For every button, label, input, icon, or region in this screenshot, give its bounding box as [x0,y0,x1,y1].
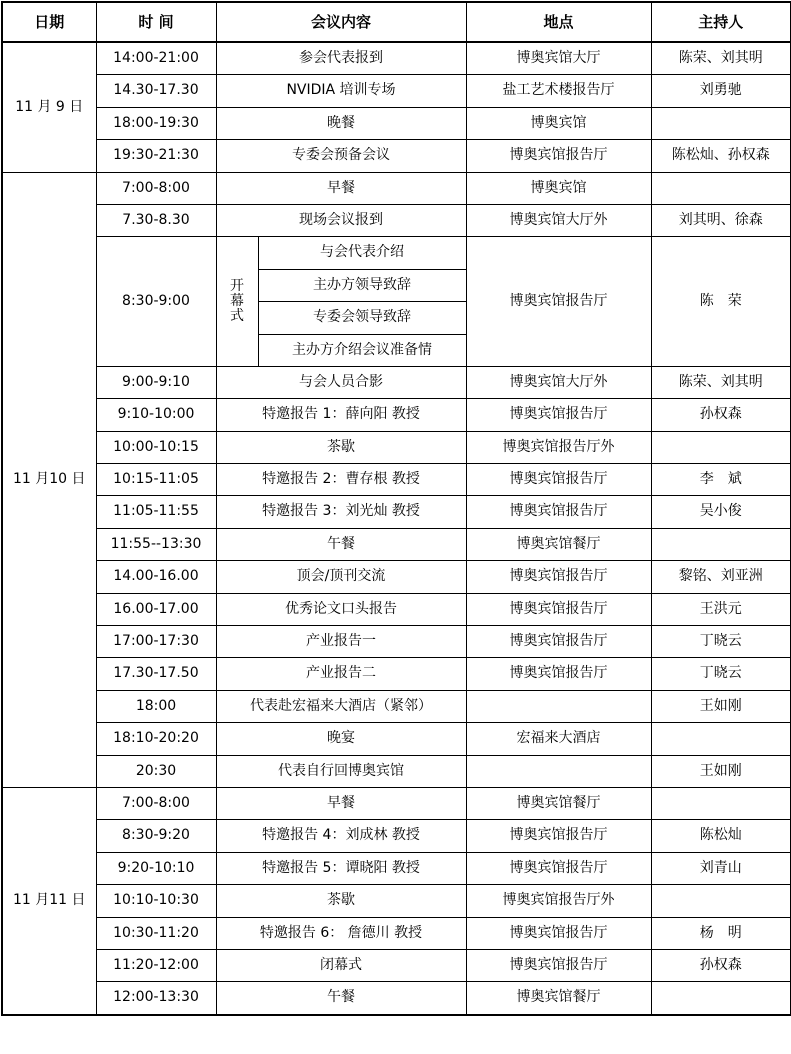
content-cell: 晚宴 [216,723,466,755]
content-cell: 顶会/顶刊交流 [216,561,466,593]
host-cell: 陈荣、刘其明 [651,366,791,398]
opening-item: 与会代表介绍 [258,237,466,269]
time-cell: 10:15-11:05 [96,464,216,496]
content-cell: 午餐 [216,982,466,1015]
content-cell: 专委会预备会议 [216,140,466,172]
time-cell: 19:30-21:30 [96,140,216,172]
host-cell [651,885,791,917]
host-cell: 陈松灿、孙权森 [651,140,791,172]
place-cell: 博奥宾馆报告厅 [466,852,651,884]
content-cell: 与会人员合影 [216,366,466,398]
table-row [2,982,791,1015]
table-row [2,107,791,139]
place-cell [466,755,651,787]
host-cell: 杨 明 [651,917,791,949]
host-cell [651,723,791,755]
opening-item: 主办方领导致辞 [258,269,466,301]
place-cell: 博奥宾馆报告厅 [466,399,651,431]
table-row [2,431,791,463]
header-host: 主持人 [651,2,791,42]
content-cell: 特邀报告 1：薛向阳 教授 [216,399,466,431]
place-cell: 博奥宾馆大厅外 [466,366,651,398]
place-cell: 博奥宾馆报告厅外 [466,885,651,917]
host-cell: 王如刚 [651,690,791,722]
content-cell: 产业报告二 [216,658,466,690]
table-row [2,204,791,236]
opening-ceremony-label: 开 幕 式 [216,237,258,367]
time-cell: 7.30-8.30 [96,204,216,236]
time-cell: 11:20-12:00 [96,949,216,981]
place-cell: 博奥宾馆报告厅 [466,626,651,658]
table-row [2,42,791,75]
table-row [2,723,791,755]
time-cell: 16.00-17.00 [96,593,216,625]
content-cell: 特邀报告 5：谭晓阳 教授 [216,852,466,884]
time-cell: 9:00-9:10 [96,366,216,398]
date-cell-nov9: 11 月 9 日 [2,42,96,172]
time-cell: 18:00-19:30 [96,107,216,139]
content-cell: 特邀报告 6： 詹德川 教授 [216,917,466,949]
time-cell: 8:30-9:20 [96,820,216,852]
table-row [2,496,791,528]
host-cell [651,431,791,463]
time-cell: 10:10-10:30 [96,885,216,917]
host-cell: 刘勇驰 [651,75,791,107]
time-cell: 9:20-10:10 [96,852,216,884]
place-cell [466,690,651,722]
place-cell: 博奥宾馆报告厅 [466,949,651,981]
date-cell-nov11: 11 月11 日 [2,787,96,1014]
host-cell: 陈 荣 [651,237,791,367]
host-cell: 王洪元 [651,593,791,625]
table-row [2,949,791,981]
host-cell: 丁晓云 [651,626,791,658]
place-cell: 盐工艺术楼报告厅 [466,75,651,107]
content-cell: 晚餐 [216,107,466,139]
time-cell: 10:30-11:20 [96,917,216,949]
place-cell: 博奥宾馆报告厅 [466,140,651,172]
table-row [2,626,791,658]
place-cell: 博奥宾馆报告厅 [466,820,651,852]
content-cell: 闭幕式 [216,949,466,981]
time-cell: 12:00-13:30 [96,982,216,1015]
table-row [2,172,791,204]
host-cell [651,107,791,139]
time-cell: 14.30-17.30 [96,75,216,107]
place-cell: 博奥宾馆餐厅 [466,982,651,1015]
table-row [2,237,791,269]
time-cell: 7:00-8:00 [96,172,216,204]
content-cell: 午餐 [216,528,466,560]
place-cell: 博奥宾馆 [466,107,651,139]
table-row [2,464,791,496]
table-row [2,561,791,593]
content-cell: 现场会议报到 [216,204,466,236]
time-cell: 9:10-10:00 [96,399,216,431]
table-row [2,787,791,819]
content-cell: 茶歇 [216,431,466,463]
opening-item: 专委会领导致辞 [258,302,466,334]
host-cell [651,528,791,560]
header-time: 时 间 [96,2,216,42]
host-cell: 王如刚 [651,755,791,787]
content-cell: 产业报告一 [216,626,466,658]
table-row [2,75,791,107]
table-row [2,593,791,625]
table-row [2,820,791,852]
content-cell: 代表赴宏福来大酒店（紧邻） [216,690,466,722]
content-cell: NVIDIA 培训专场 [216,75,466,107]
content-cell: 优秀论文口头报告 [216,593,466,625]
place-cell: 博奥宾馆 [466,172,651,204]
place-cell: 博奥宾馆报告厅 [466,496,651,528]
host-cell: 刘其明、徐森 [651,204,791,236]
table-row [2,399,791,431]
place-cell: 博奥宾馆大厅 [466,42,651,75]
host-cell [651,982,791,1015]
place-cell: 博奥宾馆报告厅 [466,237,651,367]
host-cell: 陈荣、刘其明 [651,42,791,75]
schedule-body [2,42,791,1015]
host-cell: 陈松灿 [651,820,791,852]
place-cell: 博奥宾馆餐厅 [466,528,651,560]
time-cell: 10:00-10:15 [96,431,216,463]
opening-item: 主办方介绍会议准备情 [258,334,466,366]
place-cell: 博奥宾馆大厅外 [466,204,651,236]
place-cell: 博奥宾馆报告厅外 [466,431,651,463]
place-cell: 博奥宾馆餐厅 [466,787,651,819]
content-cell: 特邀报告 2：曹存根 教授 [216,464,466,496]
place-cell: 博奥宾馆报告厅 [466,593,651,625]
table-row [2,755,791,787]
time-cell: 18:00 [96,690,216,722]
place-cell: 博奥宾馆报告厅 [466,917,651,949]
time-cell: 14:00-21:00 [96,42,216,75]
place-cell: 宏福来大酒店 [466,723,651,755]
place-cell: 博奥宾馆报告厅 [466,561,651,593]
table-row [2,528,791,560]
content-cell: 早餐 [216,172,466,204]
place-cell: 博奥宾馆报告厅 [466,658,651,690]
header-row [2,2,791,42]
content-cell: 特邀报告 4：刘成林 教授 [216,820,466,852]
header-place: 地点 [466,2,651,42]
header-date: 日期 [2,2,96,42]
time-cell: 17:00-17:30 [96,626,216,658]
time-cell: 7:00-8:00 [96,787,216,819]
content-cell: 代表自行回博奥宾馆 [216,755,466,787]
time-cell: 11:05-11:55 [96,496,216,528]
table-row [2,366,791,398]
table-row [2,852,791,884]
host-cell: 孙权森 [651,399,791,431]
host-cell: 吴小俊 [651,496,791,528]
time-cell: 8:30-9:00 [96,237,216,367]
time-cell: 11:55--13:30 [96,528,216,560]
host-cell: 刘青山 [651,852,791,884]
content-cell: 早餐 [216,787,466,819]
date-cell-nov10: 11 月10 日 [2,172,96,787]
host-cell: 丁晓云 [651,658,791,690]
time-cell: 14.00-16.00 [96,561,216,593]
host-cell: 李 斌 [651,464,791,496]
table-row [2,885,791,917]
content-cell: 参会代表报到 [216,42,466,75]
time-cell: 17.30-17.50 [96,658,216,690]
place-cell: 博奥宾馆报告厅 [466,464,651,496]
time-cell: 20:30 [96,755,216,787]
host-cell: 黎铭、刘亚洲 [651,561,791,593]
content-cell: 茶歇 [216,885,466,917]
host-cell: 孙权森 [651,949,791,981]
table-row [2,690,791,722]
host-cell [651,787,791,819]
table-row [2,140,791,172]
time-cell: 18:10-20:20 [96,723,216,755]
schedule-table [1,1,791,1016]
content-cell: 特邀报告 3：刘光灿 教授 [216,496,466,528]
header-content: 会议内容 [216,2,466,42]
table-row [2,658,791,690]
table-row [2,917,791,949]
host-cell [651,172,791,204]
